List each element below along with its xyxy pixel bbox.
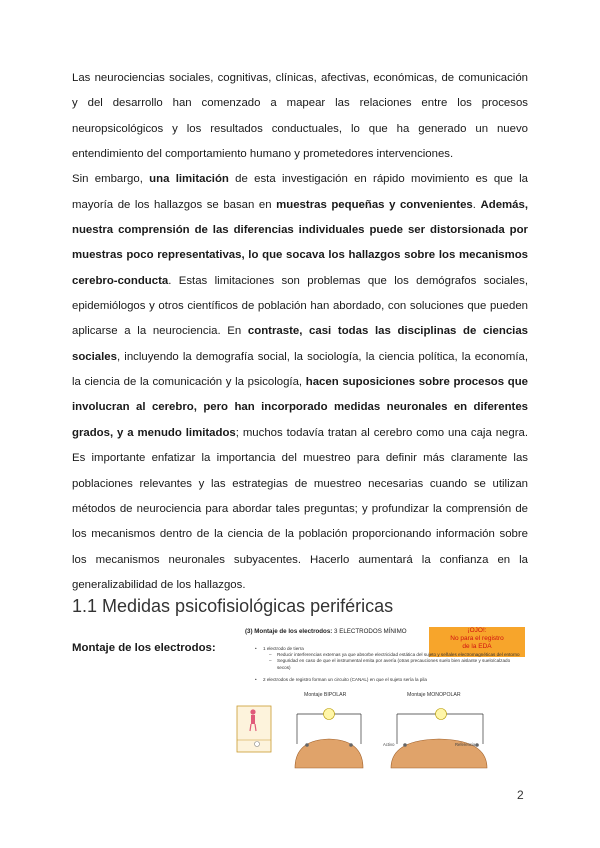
body-text — [72, 66, 528, 598]
electrode-montage-label: Montaje de los electrodos: — [72, 642, 216, 654]
paragraph-1: Las neurociencias sociales, cognitivas, clínicas, afectivas, económicas, de comunicación y del desarrollo han comenzado a mapear las relaciones entre los procesos neuropsicológicos y los resultados conductuales, lo que ha generado un nuevo entendimiento del comportamiento humano y prometedores intervenciones. — [72, 72, 528, 161]
figure-title-rest: 3 ELECTRODOS MÍNIMO — [332, 628, 407, 635]
ground-person-illustration — [237, 706, 271, 752]
p2-text-2: de esta investigación en rápido movimiento es que la mayoría de los hallazgos se basan en — [72, 173, 528, 211]
active-label: Activo — [383, 742, 395, 747]
warning-line-3: de la EDA — [462, 643, 492, 650]
bipolar-montage — [295, 709, 363, 769]
p2-text-3: . — [472, 198, 481, 211]
section-heading: 1.1 Medidas psicofisiológicas periféricas — [72, 596, 394, 616]
figure-bullet-list — [253, 646, 523, 683]
sub-bullet-interference: – Reducir interferencias externas ya que absorbe electricidad estática del sujeto y señales electromagnéticas del entorno — [253, 652, 523, 658]
p2-text-6: ; muchos todavía tratan al cerebro como una caja negra. Es importante enfatizar la importancia del muestreo para definir más claramente las poblaciones relevantes y las estrategias de muestreo necesarias cuando se utilizan métodos de neurociencia para abordar tales preguntas; y profundizar la comprensión de los mecanismos dentro de la ciencia de la población proporcionando información sobre los mecanismos neuronales subyacentes. Hacerlo aumentará la confianza en la generalizabilidad de los hallazgos. — [72, 426, 529, 591]
montage-diagram — [233, 682, 529, 778]
figure-title — [245, 628, 407, 635]
bullet-recording-electrodes: • 2 electrodos de registro forman un circuito (CANAL) en que el sujeto sería la pila — [253, 677, 523, 683]
p2-bold-5: hacen suposiciones sobre procesos que involucran al cerebro, pero han incorporado medidas neuronales en diferentes grados, y a menudo limitados — [72, 376, 528, 439]
p2-text-4: . Estas limitaciones son problemas que los demógrafos sociales, epidemiólogos y otros científicos de población han abordado, con soluciones que pueden aplicarse a la neurociencia. En — [72, 274, 528, 338]
p2-bold-4: contraste, casi todas las disciplinas de ciencias sociales — [72, 325, 529, 363]
p2-bold-1: una limitación — [149, 173, 229, 186]
reference-label: Referencia — [455, 742, 476, 747]
warning-line-2: No para el registro — [450, 635, 504, 642]
p2-bold-3: Además, nuestra comprensión de las diferencias individuales puede ser distorsionada por muestras poco representativas, lo que socava los hallazgos sobre los mecanismos cerebro-conducta — [72, 198, 528, 287]
paragraph-2 — [72, 167, 528, 598]
page-number: 2 — [517, 788, 524, 802]
sub-bullet-safety: – Seguridad en caso de que el instrumental emita por avería (otras precauciones suelo bien aislante y suelo/calzado secos) — [253, 658, 523, 670]
warning-line-1: ¡OJO!: — [467, 627, 487, 634]
bullet-ground-electrode: • 1 electrodo de tierra — [253, 646, 523, 652]
p2-text-5: , incluyendo la demografía social, la sociología, la ciencia política, la economía, la ciencia de la comunicación y la psicología, — [72, 350, 528, 389]
monopolar-montage — [391, 709, 487, 769]
p2-bold-2: muestras pequeñas y convenientes — [276, 198, 473, 211]
figure-title-bold: (3) Montaje de los electrodos: — [245, 628, 333, 635]
p2-text-1: Sin embargo, — [72, 173, 150, 186]
bipolar-label: Montaje BIPOLAR — [304, 692, 347, 698]
monopolar-label: Montaje MONOPOLAR — [407, 692, 461, 698]
electrode-montage-figure — [233, 622, 529, 778]
